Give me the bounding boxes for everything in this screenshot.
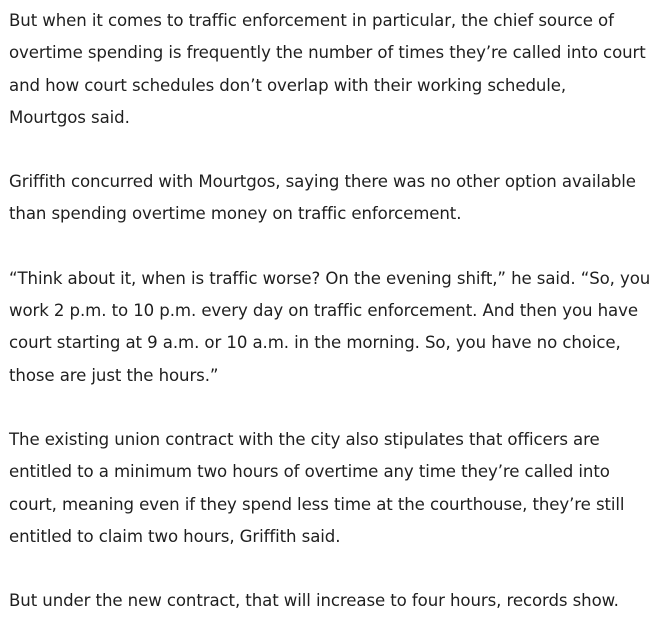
- text-line: entitled to a minimum two hours of overtime any time they’re called into: [9, 462, 610, 482]
- text-line: Griffith concurred with Mourtgos, saying there was no other option available: [9, 172, 636, 192]
- paragraph-new-contract: [9, 585, 651, 617]
- paragraph-griffith-concurred: [9, 166, 651, 231]
- text-line: than spending overtime money on traffic enforcement.: [9, 204, 462, 224]
- text-line: But under the new contract, that will increase to four hours, records show.: [9, 591, 619, 611]
- text-line: overtime spending is frequently the number of times they’re called into court: [9, 43, 646, 63]
- text-line: those are just the hours.”: [9, 365, 219, 385]
- text-line: The existing union contract with the city also stipulates that officers are: [9, 429, 600, 449]
- text-line: But when it comes to traffic enforcement in particular, the chief source of: [9, 11, 614, 30]
- text-line: “Think about it, when is traffic worse? On the evening shift,” he said. “So, you: [9, 268, 651, 288]
- text-line: court, meaning even if they spend less time at the courthouse, they’re still: [9, 494, 625, 514]
- text-line: work 2 p.m. to 10 p.m. every day on traffic enforcement. And then you have: [9, 301, 638, 321]
- paragraph-union-contract: [9, 424, 651, 553]
- paragraph-traffic-enforcement: [9, 5, 651, 134]
- paragraph-quote-evening-shift: [9, 263, 651, 392]
- text-line: entitled to claim two hours, Griffith said.: [9, 526, 341, 546]
- text-line: court starting at 9 a.m. or 10 a.m. in the morning. So, you have no choice,: [9, 333, 621, 353]
- text-line: Mourtgos said.: [9, 107, 130, 127]
- text-line: and how court schedules don’t overlap with their working schedule,: [9, 75, 567, 95]
